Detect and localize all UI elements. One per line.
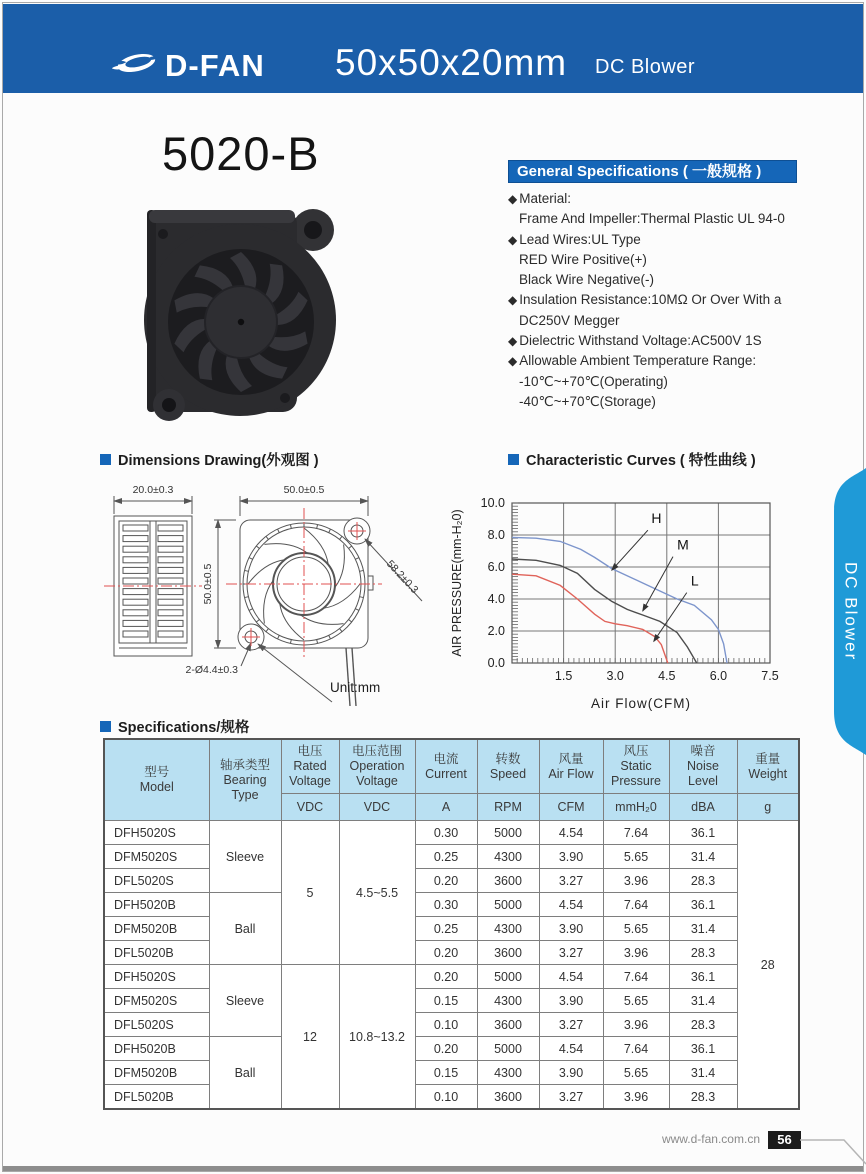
- spec-line: ◆ Dielectric Withstand Voltage:AC500V 1S: [508, 333, 762, 349]
- specs-section-title: Specifications/规格: [100, 716, 249, 737]
- col-header-noise-level: 噪音 Noise Level: [669, 739, 737, 794]
- noise-cell: 28.3: [669, 1085, 737, 1110]
- blue-square-bullet-icon: [100, 721, 111, 732]
- characteristic-curves-chart: [448, 486, 808, 716]
- noise-cell: 36.1: [669, 893, 737, 917]
- col-header-air-flow: 风量 Air Flow: [539, 739, 603, 794]
- model-cell: DFM5020S: [104, 989, 209, 1013]
- side-tab-label: DC Blower: [841, 561, 861, 662]
- noise-cell: 36.1: [669, 965, 737, 989]
- unit-header: VDC: [339, 794, 415, 821]
- airflow-cell: 4.54: [539, 821, 603, 845]
- current-cell: 0.20: [415, 941, 477, 965]
- spec-line: RED Wire Positive(+): [519, 251, 647, 267]
- diamond-bullet-icon: ◆: [508, 192, 518, 206]
- unit-header: CFM: [539, 794, 603, 821]
- spec-table-grid: [103, 738, 800, 1110]
- spec-line: ◆ Allowable Ambient Temperature Range:: [508, 353, 757, 369]
- pressure-cell: 7.64: [603, 965, 669, 989]
- bottom-rule-bar: [3, 1166, 863, 1171]
- airflow-cell: 3.27: [539, 1013, 603, 1037]
- spec-line: ◆ Insulation Resistance:10MΩ Or Over With a: [508, 292, 782, 308]
- x-tick-label: 7.5: [761, 669, 779, 683]
- brand-name: D-FAN: [165, 48, 265, 83]
- header-bar: [3, 4, 863, 93]
- table-row: [104, 821, 799, 845]
- col-header-current: 电流 Current: [415, 739, 477, 794]
- airflow-cell: 3.27: [539, 941, 603, 965]
- dim-front-width: 50.0±0.5: [283, 484, 325, 496]
- blue-square-bullet-icon: [508, 454, 519, 465]
- general-specs-list: [508, 189, 838, 412]
- product-size-title: 50x50x20mm: [335, 42, 568, 83]
- general-specs-title: General Specifications ( 一般规格 ): [508, 160, 797, 183]
- spec-table: [103, 738, 800, 1110]
- spec-line: DC250V Megger: [519, 312, 620, 328]
- dfan-logo-icon: [111, 46, 161, 80]
- dc-blower-side-tab: [812, 468, 866, 755]
- unit-header: mmH₂0: [603, 794, 669, 821]
- operation-voltage-cell: 10.8~13.2: [339, 965, 415, 1110]
- pressure-cell: 3.96: [603, 1085, 669, 1110]
- col-header-speed: 转数 Speed: [477, 739, 539, 794]
- pressure-cell: 5.65: [603, 917, 669, 941]
- col-header-operation-voltage: 电压范围 Operation Voltage: [339, 739, 415, 794]
- dim-side-width: 20.0±0.3: [132, 484, 174, 496]
- pressure-cell: 7.64: [603, 821, 669, 845]
- airflow-cell: 3.90: [539, 989, 603, 1013]
- dimensions-section-title: Dimensions Drawing(外观图 ): [100, 449, 319, 470]
- airflow-cell: 4.54: [539, 1037, 603, 1061]
- table-row: [104, 1085, 799, 1110]
- curve-H: [512, 537, 727, 663]
- noise-cell: 31.4: [669, 989, 737, 1013]
- x-tick-label: 6.0: [709, 669, 728, 683]
- x-axis-label: Air Flow(CFM): [591, 696, 691, 711]
- current-cell: 0.20: [415, 965, 477, 989]
- curves-section-title: Characteristic Curves ( 特性曲线 ): [508, 449, 756, 470]
- y-tick-label: 4.0: [487, 592, 505, 606]
- dimensions-drawing: [100, 480, 480, 715]
- page-number-badge: 56: [768, 1131, 801, 1149]
- x-tick-label: 4.5: [658, 669, 676, 683]
- noise-cell: 31.4: [669, 845, 737, 869]
- noise-cell: 28.3: [669, 869, 737, 893]
- model-cell: DFM5020B: [104, 1061, 209, 1085]
- speed-cell: 3600: [477, 1085, 539, 1110]
- weight-cell: 28: [737, 821, 799, 1110]
- model-cell: DFL5020S: [104, 1013, 209, 1037]
- diamond-bullet-icon: ◆: [508, 334, 518, 349]
- bearing-cell: Sleeve: [209, 821, 281, 893]
- noise-cell: 28.3: [669, 1013, 737, 1037]
- speed-cell: 3600: [477, 869, 539, 893]
- table-row: [104, 869, 799, 893]
- pressure-cell: 5.65: [603, 845, 669, 869]
- annotation-label-M: M: [677, 536, 689, 553]
- speed-cell: 5000: [477, 893, 539, 917]
- pressure-cell: 7.64: [603, 893, 669, 917]
- table-row: [104, 845, 799, 869]
- footer-website: www.d-fan.com.cn: [661, 1132, 760, 1146]
- product-type-title: DC Blower: [595, 56, 696, 78]
- x-tick-label: 3.0: [606, 669, 624, 683]
- y-tick-label: 2.0: [487, 624, 505, 638]
- diamond-bullet-icon: ◆: [508, 232, 518, 247]
- model-cell: DFL5020B: [104, 941, 209, 965]
- bearing-cell: Ball: [209, 1037, 281, 1110]
- table-row: [104, 989, 799, 1013]
- col-header-bearing-type: 轴承类型 Bearing Type: [209, 739, 281, 821]
- unit-header: VDC: [281, 794, 339, 821]
- speed-cell: 3600: [477, 1013, 539, 1037]
- table-row: [104, 917, 799, 941]
- spec-line: ◆ Material:: [508, 191, 571, 206]
- model-cell: DFH5020S: [104, 965, 209, 989]
- dim-unit-label: Unit:mm: [330, 680, 381, 695]
- airflow-cell: 3.90: [539, 1061, 603, 1085]
- noise-cell: 31.4: [669, 917, 737, 941]
- airflow-cell: 3.27: [539, 869, 603, 893]
- col-header-static-pressure: 风压 Static Pressure: [603, 739, 669, 794]
- current-cell: 0.15: [415, 989, 477, 1013]
- annotation-arrow-L: [654, 593, 687, 642]
- model-cell: DFM5020S: [104, 845, 209, 869]
- speed-cell: 5000: [477, 821, 539, 845]
- speed-cell: 5000: [477, 965, 539, 989]
- col-header-rated-voltage: 电压 Rated Voltage: [281, 739, 339, 794]
- model-cell: DFH5020B: [104, 893, 209, 917]
- rated-voltage-cell: 12: [281, 965, 339, 1110]
- pressure-cell: 5.65: [603, 1061, 669, 1085]
- blue-square-bullet-icon: [100, 454, 111, 465]
- table-row: [104, 893, 799, 917]
- unit-header: g: [737, 794, 799, 821]
- y-tick-label: 0.0: [487, 656, 505, 670]
- annotation-arrow-M: [643, 557, 673, 611]
- current-cell: 0.20: [415, 869, 477, 893]
- operation-voltage-cell: 4.5~5.5: [339, 821, 415, 965]
- y-tick-label: 6.0: [487, 560, 505, 574]
- y-axis-label: AIR PRESSURE(mm-H₂0): [450, 509, 464, 657]
- pressure-cell: 3.96: [603, 941, 669, 965]
- current-cell: 0.10: [415, 1013, 477, 1037]
- rated-voltage-cell: 5: [281, 821, 339, 965]
- noise-cell: 36.1: [669, 1037, 737, 1061]
- spec-line: -10℃~+70℃(Operating): [519, 373, 668, 389]
- current-cell: 0.30: [415, 893, 477, 917]
- speed-cell: 4300: [477, 917, 539, 941]
- y-tick-label: 8.0: [487, 528, 505, 542]
- table-row: [104, 965, 799, 989]
- annotation-arrow-H: [612, 530, 648, 570]
- spec-line: Frame And Impeller:Thermal Plastic UL 94-0: [519, 211, 785, 227]
- col-header-weight: 重量 Weight: [737, 739, 799, 794]
- speed-cell: 3600: [477, 941, 539, 965]
- curve-L: [512, 574, 668, 663]
- plot-border: [512, 503, 770, 663]
- diamond-bullet-icon: ◆: [508, 293, 518, 308]
- pressure-cell: 5.65: [603, 989, 669, 1013]
- pressure-cell: 3.96: [603, 1013, 669, 1037]
- airflow-cell: 3.27: [539, 1085, 603, 1110]
- annotation-label-H: H: [651, 510, 662, 526]
- unit-header: RPM: [477, 794, 539, 821]
- x-tick-label: 1.5: [554, 669, 573, 683]
- airflow-cell: 4.54: [539, 893, 603, 917]
- product-model-title: 5020-B: [162, 127, 320, 180]
- spec-line: Black Wire Negative(-): [519, 272, 655, 288]
- dim-diagonal: 58.2±0.3: [383, 557, 421, 596]
- speed-cell: 4300: [477, 1061, 539, 1085]
- table-row: [104, 1013, 799, 1037]
- diamond-bullet-icon: ◆: [508, 354, 518, 369]
- curve-M: [512, 559, 697, 663]
- table-row: [104, 941, 799, 965]
- unit-header: dBA: [669, 794, 737, 821]
- speed-cell: 4300: [477, 845, 539, 869]
- noise-cell: 36.1: [669, 821, 737, 845]
- noise-cell: 31.4: [669, 1061, 737, 1085]
- noise-cell: 28.3: [669, 941, 737, 965]
- model-cell: DFM5020B: [104, 917, 209, 941]
- current-cell: 0.25: [415, 917, 477, 941]
- table-row: [104, 1061, 799, 1085]
- product-photo: [133, 192, 348, 442]
- current-cell: 0.10: [415, 1085, 477, 1110]
- airflow-cell: 4.54: [539, 965, 603, 989]
- spec-line: ◆ Lead Wires:UL Type: [508, 231, 641, 247]
- model-cell: DFL5020B: [104, 1085, 209, 1110]
- table-row: [104, 1037, 799, 1061]
- pressure-cell: 7.64: [603, 1037, 669, 1061]
- dim-front-height: 50.0±0.5: [202, 563, 214, 605]
- model-cell: DFH5020S: [104, 821, 209, 845]
- speed-cell: 5000: [477, 1037, 539, 1061]
- bearing-cell: Sleeve: [209, 965, 281, 1037]
- current-cell: 0.15: [415, 1061, 477, 1085]
- pressure-cell: 3.96: [603, 869, 669, 893]
- current-cell: 0.20: [415, 1037, 477, 1061]
- bearing-cell: Ball: [209, 893, 281, 965]
- spec-line: -40℃~+70℃(Storage): [519, 393, 656, 409]
- model-cell: DFH5020B: [104, 1037, 209, 1061]
- dim-holes: 2-Ø4.4±0.3: [185, 664, 238, 676]
- current-cell: 0.25: [415, 845, 477, 869]
- y-tick-label: 10.0: [480, 496, 505, 510]
- col-header-model: 型号 Model: [104, 739, 209, 821]
- model-cell: DFL5020S: [104, 869, 209, 893]
- airflow-cell: 3.90: [539, 917, 603, 941]
- unit-header: A: [415, 794, 477, 821]
- annotation-label-L: L: [690, 572, 699, 589]
- airflow-cell: 3.90: [539, 845, 603, 869]
- speed-cell: 4300: [477, 989, 539, 1013]
- current-cell: 0.30: [415, 821, 477, 845]
